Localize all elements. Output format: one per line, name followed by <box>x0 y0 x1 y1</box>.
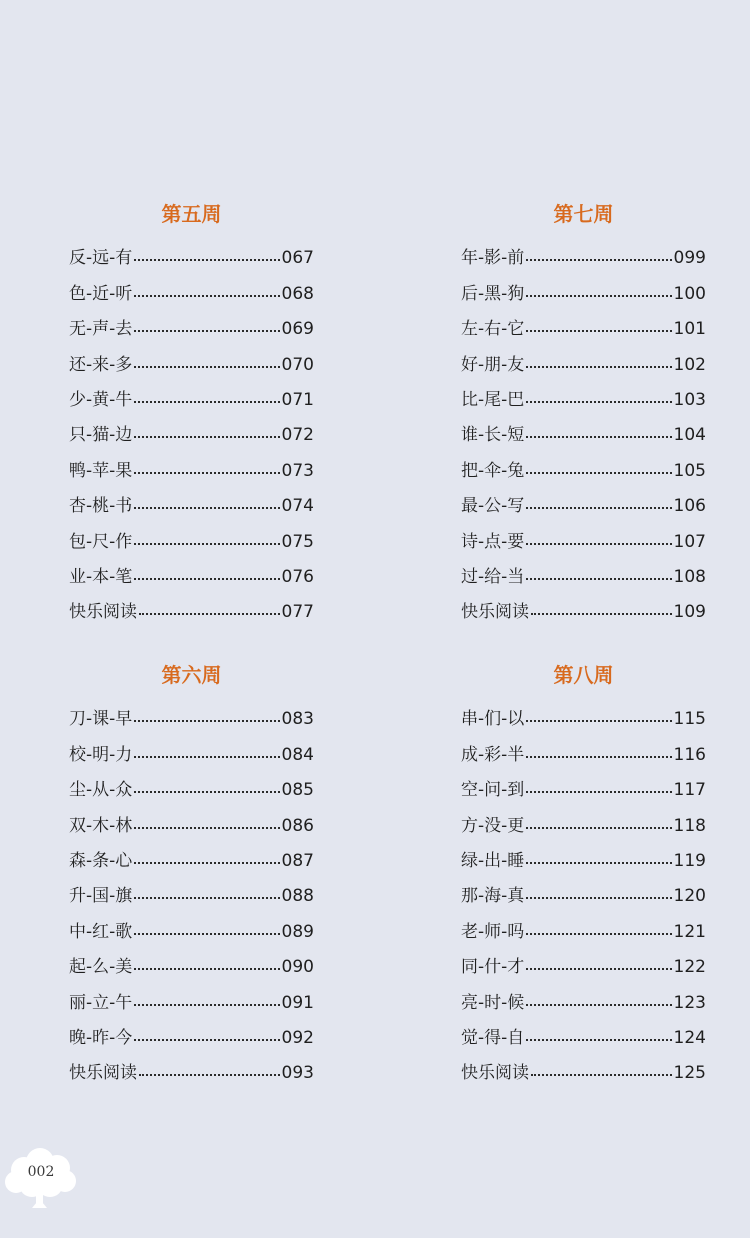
toc-entry[interactable] <box>461 269 706 304</box>
dot-leader <box>531 1062 672 1084</box>
entry-title: 老-师-吗 <box>461 921 525 942</box>
entry-page-number: 109 <box>673 602 706 623</box>
entry-title: 过-给-当 <box>461 566 525 587</box>
entry-title: 同-什-才 <box>461 957 525 978</box>
dot-leader <box>134 1027 279 1049</box>
toc-entry[interactable] <box>461 766 706 801</box>
toc-entry[interactable] <box>461 907 706 942</box>
dot-leader <box>134 389 279 411</box>
toc-entry[interactable] <box>69 553 314 588</box>
toc-entry[interactable] <box>461 1049 706 1084</box>
entry-title: 还-来-多 <box>69 354 133 375</box>
dot-leader <box>526 460 671 482</box>
entry-page-number: 100 <box>673 283 706 304</box>
toc-entry[interactable] <box>69 411 314 446</box>
entry-page-number: 123 <box>673 992 706 1013</box>
dot-leader <box>134 495 279 517</box>
dot-leader <box>526 531 671 553</box>
entry-page-number: 103 <box>673 389 706 410</box>
entry-title: 那-海-真 <box>461 886 525 907</box>
entry-title: 谁-长-短 <box>461 425 525 446</box>
entry-page-number: 124 <box>673 1027 706 1048</box>
entry-title: 晚-昨-今 <box>69 1027 133 1048</box>
entry-page-number: 067 <box>281 248 314 269</box>
dot-leader <box>526 885 671 907</box>
toc-entry[interactable] <box>461 376 706 411</box>
section-title: 第七周 <box>553 202 614 226</box>
toc-entry[interactable] <box>69 801 314 836</box>
toc-entry[interactable] <box>461 411 706 446</box>
dot-leader <box>139 601 280 623</box>
dot-leader <box>134 744 279 766</box>
section-title: 第五周 <box>161 202 222 226</box>
dot-leader <box>134 850 279 872</box>
toc-entry[interactable] <box>69 234 314 269</box>
entry-title: 方-没-更 <box>461 815 525 836</box>
entry-page-number: 085 <box>281 780 314 801</box>
section-title: 第八周 <box>553 663 614 687</box>
toc-list <box>461 695 706 1084</box>
toc-entry[interactable] <box>69 1049 314 1084</box>
toc-entry[interactable] <box>69 978 314 1013</box>
toc-entry[interactable] <box>69 872 314 907</box>
toc-list <box>69 695 314 1084</box>
toc-entry[interactable] <box>461 801 706 836</box>
dot-leader <box>134 956 279 978</box>
toc-entry[interactable] <box>69 766 314 801</box>
entry-title: 好-朋-友 <box>461 354 525 375</box>
dot-leader <box>134 566 279 588</box>
toc-entry[interactable] <box>461 695 706 730</box>
entry-title: 左-右-它 <box>461 319 525 340</box>
entry-page-number: 108 <box>673 566 706 587</box>
toc-entry[interactable] <box>69 943 314 978</box>
dot-leader <box>526 1027 671 1049</box>
entry-title: 校-明-力 <box>69 744 133 765</box>
toc-entry[interactable] <box>69 340 314 375</box>
entry-title: 少-黄-牛 <box>69 389 133 410</box>
entry-page-number: 102 <box>673 354 706 375</box>
entry-title: 绿-出-睡 <box>461 850 525 871</box>
entry-title: 快乐阅读 <box>461 1063 529 1084</box>
toc-entry[interactable] <box>461 978 706 1013</box>
entry-title: 丽-立-午 <box>69 992 133 1013</box>
entry-page-number: 104 <box>673 425 706 446</box>
dot-leader <box>134 247 279 269</box>
entry-page-number: 073 <box>281 460 314 481</box>
dot-leader <box>526 850 671 872</box>
entry-page-number: 118 <box>673 815 706 836</box>
entry-title: 杏-桃-书 <box>69 496 133 517</box>
entry-title: 成-彩-半 <box>461 744 525 765</box>
entry-page-number: 115 <box>673 709 706 730</box>
dot-leader <box>526 247 671 269</box>
dot-leader <box>526 424 671 446</box>
entry-title: 快乐阅读 <box>461 602 529 623</box>
dot-leader <box>134 354 279 376</box>
dot-leader <box>134 708 279 730</box>
entry-title: 亮-时-候 <box>461 992 525 1013</box>
dot-leader <box>134 531 279 553</box>
entry-page-number: 090 <box>281 957 314 978</box>
entry-page-number: 074 <box>281 496 314 517</box>
entry-title: 比-尾-巴 <box>461 389 525 410</box>
dot-leader <box>526 283 671 305</box>
entry-page-number: 070 <box>281 354 314 375</box>
toc-entry[interactable] <box>461 588 706 623</box>
entry-title: 起-么-美 <box>69 957 133 978</box>
toc-entry[interactable] <box>69 588 314 623</box>
toc-entry[interactable] <box>461 340 706 375</box>
toc-entry[interactable] <box>69 446 314 481</box>
page-number: 002 <box>27 1164 55 1180</box>
entry-title: 包-尺-作 <box>69 531 133 552</box>
toc-entry[interactable] <box>69 482 314 517</box>
toc-entry[interactable] <box>69 907 314 942</box>
entry-title: 色-近-听 <box>69 283 133 304</box>
entry-title: 年-影-前 <box>461 248 525 269</box>
dot-leader <box>134 283 279 305</box>
dot-leader <box>526 744 671 766</box>
entry-page-number: 120 <box>673 886 706 907</box>
entry-title: 鸭-苹-果 <box>69 460 133 481</box>
toc-list <box>69 234 314 623</box>
entry-page-number: 069 <box>281 319 314 340</box>
dot-leader <box>531 601 672 623</box>
entry-page-number: 121 <box>673 921 706 942</box>
entry-title: 反-远-有 <box>69 248 133 269</box>
toc-entry[interactable] <box>69 269 314 304</box>
entry-title: 后-黑-狗 <box>461 283 525 304</box>
dot-leader <box>526 815 671 837</box>
dot-leader <box>526 389 671 411</box>
toc-entry[interactable] <box>69 517 314 552</box>
dot-leader <box>139 1062 280 1084</box>
entry-page-number: 122 <box>673 957 706 978</box>
entry-title: 最-公-写 <box>461 496 525 517</box>
dot-leader <box>134 318 279 340</box>
toc-entry[interactable] <box>69 1014 314 1049</box>
entry-title: 无-声-去 <box>69 319 133 340</box>
dot-leader <box>134 885 279 907</box>
dot-leader <box>134 779 279 801</box>
entry-page-number: 083 <box>281 709 314 730</box>
entry-page-number: 116 <box>673 744 706 765</box>
entry-title: 串-们-以 <box>461 709 525 730</box>
dot-leader <box>526 779 671 801</box>
entry-page-number: 075 <box>281 531 314 552</box>
toc-entry[interactable] <box>461 730 706 765</box>
toc-entry[interactable] <box>461 1014 706 1049</box>
toc-entry[interactable] <box>461 482 706 517</box>
entry-title: 觉-得-自 <box>461 1027 525 1048</box>
entry-title: 升-国-旗 <box>69 886 133 907</box>
entry-page-number: 092 <box>281 1027 314 1048</box>
entry-page-number: 091 <box>281 992 314 1013</box>
toc-entry[interactable] <box>461 872 706 907</box>
entry-title: 森-条-心 <box>69 850 133 871</box>
entry-page-number: 068 <box>281 283 314 304</box>
entry-title: 只-猫-边 <box>69 425 133 446</box>
entry-page-number: 117 <box>673 780 706 801</box>
dot-leader <box>526 708 671 730</box>
entry-title: 业-本-笔 <box>69 566 133 587</box>
entry-title: 中-红-歌 <box>69 921 133 942</box>
toc-entry[interactable] <box>69 730 314 765</box>
dot-leader <box>134 460 279 482</box>
entry-page-number: 077 <box>281 602 314 623</box>
entry-page-number: 106 <box>673 496 706 517</box>
toc-entry[interactable] <box>461 234 706 269</box>
dot-leader <box>134 992 279 1014</box>
entry-page-number: 101 <box>673 319 706 340</box>
entry-page-number: 088 <box>281 886 314 907</box>
entry-title: 快乐阅读 <box>69 602 137 623</box>
entry-page-number: 093 <box>281 1063 314 1084</box>
toc-entry[interactable] <box>461 305 706 340</box>
entry-title: 快乐阅读 <box>69 1063 137 1084</box>
entry-title: 尘-从-众 <box>69 780 133 801</box>
toc-entry[interactable] <box>69 695 314 730</box>
toc-entry[interactable] <box>461 943 706 978</box>
dot-leader <box>526 956 671 978</box>
toc-entry[interactable] <box>69 376 314 411</box>
toc-entry[interactable] <box>461 553 706 588</box>
entry-page-number: 105 <box>673 460 706 481</box>
entry-page-number: 099 <box>673 248 706 269</box>
entry-page-number: 072 <box>281 425 314 446</box>
section-title: 第六周 <box>161 663 222 687</box>
dot-leader <box>526 354 671 376</box>
entry-title: 空-问-到 <box>461 780 525 801</box>
entry-page-number: 087 <box>281 850 314 871</box>
toc-entry[interactable] <box>461 446 706 481</box>
dot-leader <box>134 921 279 943</box>
entry-page-number: 076 <box>281 566 314 587</box>
entry-title: 诗-点-要 <box>461 531 525 552</box>
dot-leader <box>526 318 671 340</box>
entry-page-number: 084 <box>281 744 314 765</box>
entry-page-number: 089 <box>281 921 314 942</box>
dot-leader <box>526 921 671 943</box>
entry-page-number: 119 <box>673 850 706 871</box>
toc-entry[interactable] <box>461 837 706 872</box>
toc-list <box>461 234 706 623</box>
toc-entry[interactable] <box>69 305 314 340</box>
entry-page-number: 086 <box>281 815 314 836</box>
entry-title: 把-伞-兔 <box>461 460 525 481</box>
dot-leader <box>134 815 279 837</box>
entry-title: 刀-课-早 <box>69 709 133 730</box>
entry-page-number: 125 <box>673 1063 706 1084</box>
toc-entry[interactable] <box>69 837 314 872</box>
toc-entry[interactable] <box>461 517 706 552</box>
dot-leader <box>134 424 279 446</box>
dot-leader <box>526 495 671 517</box>
dot-leader <box>526 566 671 588</box>
entry-page-number: 107 <box>673 531 706 552</box>
entry-title: 双-木-林 <box>69 815 133 836</box>
entry-page-number: 071 <box>281 389 314 410</box>
dot-leader <box>526 992 671 1014</box>
